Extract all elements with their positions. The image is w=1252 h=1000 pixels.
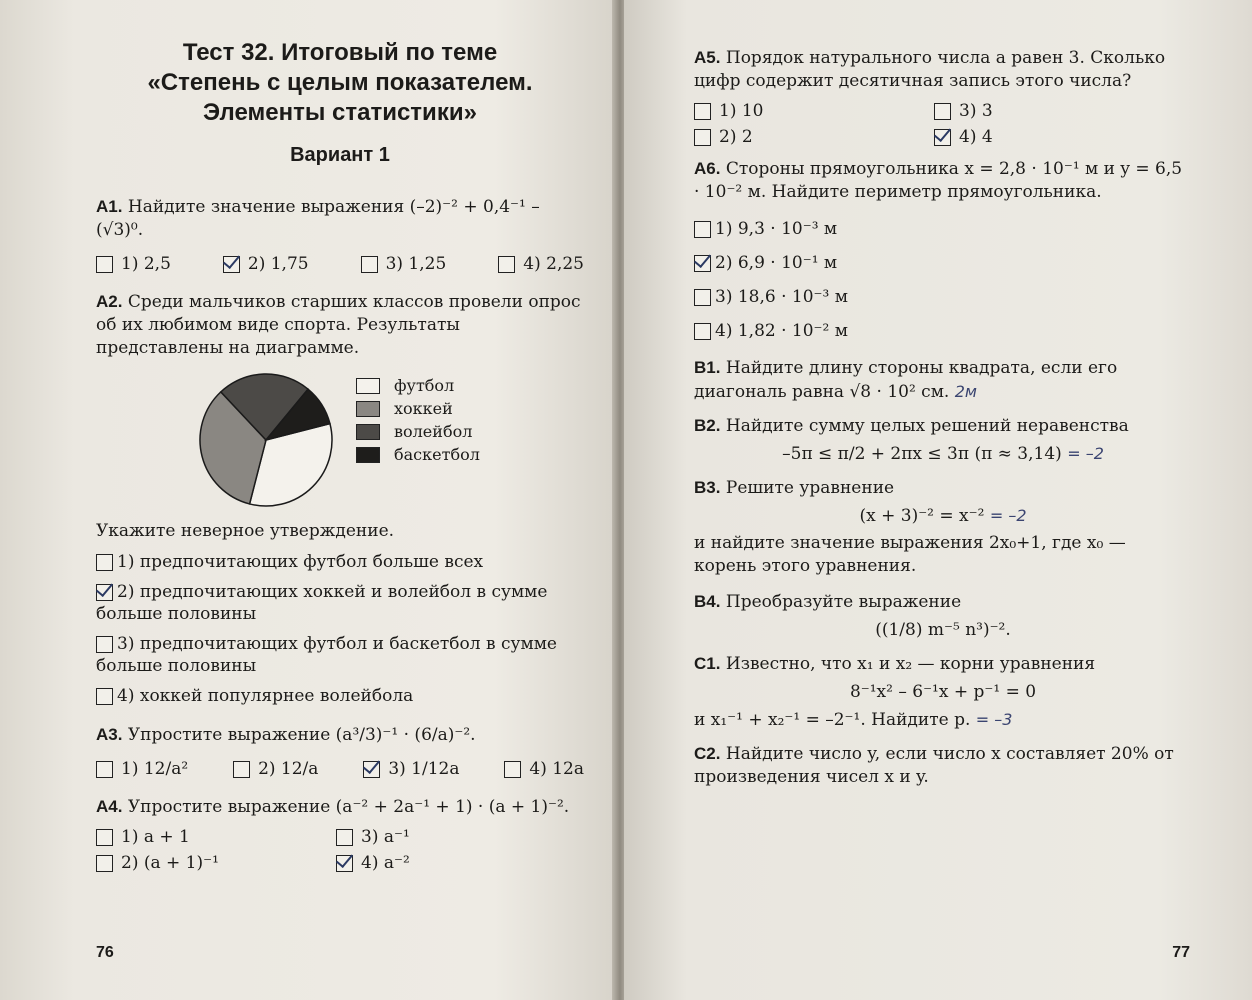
checkbox[interactable] (233, 761, 250, 778)
checkbox[interactable] (694, 129, 711, 146)
left-page (0, 0, 618, 1000)
question-a6: А6. Стороны прямоугольника x = 2,8 · 10⁻¹ м и y = 6,5 · 10⁻² м. Найдите периметр прямоугольника. (694, 159, 1183, 202)
a2-option-4[interactable]: 4) хоккей популярнее волейбола (96, 685, 584, 707)
handwritten-answer: = –2 (989, 506, 1027, 525)
c1-formula: 8⁻¹x² – 6⁻¹x + p⁻¹ = 0 (849, 682, 1037, 702)
checkbox[interactable] (96, 256, 113, 273)
a2-option-3[interactable]: 3) предпочитающих футбол и баскетбол в сумме больше половины (96, 634, 557, 676)
checkbox-checked[interactable] (694, 255, 711, 272)
checkbox[interactable] (498, 256, 515, 273)
b3-continuation: и найдите значение выражения 2x₀+1, где x₀ — корень этого уравнения. (694, 533, 1126, 576)
a1-option-1[interactable]: 1) 2,5 (96, 254, 171, 274)
question-b1: В1. Найдите длину стороны квадрата, если его диагональ равна √8 · 10² см. 2м (694, 358, 1118, 402)
checkbox-checked[interactable] (223, 256, 240, 273)
question-c1: С1. Известно, что x₁ и x₂ — корни уравнения (694, 654, 1096, 674)
page-number: 77 (1172, 944, 1190, 961)
right-page (624, 0, 1252, 1000)
a3-option-4[interactable]: 4) 12a (504, 759, 584, 779)
checkbox[interactable] (934, 103, 951, 120)
a2-options (96, 551, 584, 707)
a6-options (694, 212, 1192, 348)
checkbox-checked[interactable] (363, 761, 380, 778)
checkbox[interactable] (694, 323, 711, 340)
checkbox-checked[interactable] (336, 855, 353, 872)
checkbox[interactable] (96, 829, 113, 846)
b3-formula: (x + 3)⁻² = x⁻² = –2 (859, 506, 1027, 526)
handwritten-answer: = –3 (975, 710, 1013, 729)
checkbox-checked[interactable] (934, 129, 951, 146)
a6-option-1[interactable]: 1) 9,3 · 10⁻³ м (694, 212, 1192, 246)
legend-item-hockey: хоккей (356, 397, 480, 420)
question-a2: А2. Среди мальчиков старших классов провели опрос об их любимом виде спорта. Результаты представлены на диаграмме. (96, 292, 581, 358)
checkbox[interactable] (336, 829, 353, 846)
question-a5: А5. Порядок натурального числа a равен 3. Сколько цифр содержит десятичная запись этого числа? (694, 48, 1166, 91)
a6-option-4[interactable]: 4) 1,82 · 10⁻² м (694, 314, 1192, 348)
variant-heading: Вариант 1 (290, 144, 390, 166)
page-number: 76 (96, 944, 114, 961)
a5-option-2[interactable]: 2) 2 (694, 127, 934, 147)
a5-option-1[interactable]: 1) 10 (694, 101, 934, 121)
a3-option-3[interactable]: 3) 1/12a (363, 759, 459, 779)
a3-option-1[interactable]: 1) 12/a² (96, 759, 188, 779)
a4-option-4[interactable]: 4) a⁻² (336, 853, 516, 873)
checkbox[interactable] (694, 289, 711, 306)
pie-chart-area (196, 370, 584, 510)
a6-option-3[interactable]: 3) 18,6 · 10⁻³ м (694, 280, 1192, 314)
question-a3: А3. Упростите выражение (a³/3)⁻¹ · (6/a)⁻². (96, 725, 476, 745)
checkbox[interactable] (96, 855, 113, 872)
checkbox-checked[interactable] (96, 584, 113, 601)
test-title: Тест 32. Итоговый по теме «Степень с целым показателем. Элементы статистики» (147, 39, 533, 126)
a5-option-3[interactable]: 3) 3 (934, 101, 1114, 121)
checkbox[interactable] (96, 688, 113, 705)
b2-formula: –5π ≤ π/2 + 2πx ≤ 3π (π ≈ 3,14) = –2 (782, 444, 1104, 464)
legend-swatch (356, 401, 380, 417)
a1-option-4[interactable]: 4) 2,25 (498, 254, 584, 274)
checkbox[interactable] (96, 636, 113, 653)
a4-option-2[interactable]: 2) (a + 1)⁻¹ (96, 853, 336, 873)
legend-item-football: футбол (356, 374, 480, 397)
question-b2: В2. Найдите сумму целых решений неравенства (694, 416, 1129, 436)
b4-formula: ((1/8) m⁻⁵ n³)⁻². (875, 620, 1011, 640)
checkbox[interactable] (694, 103, 711, 120)
legend-swatch (356, 447, 380, 463)
checkbox[interactable] (694, 221, 711, 238)
question-b4: В4. Преобразуйте выражение (694, 592, 962, 612)
pie-legend (356, 374, 480, 466)
legend-swatch (356, 378, 380, 394)
a2-option-2[interactable]: 2) предпочитающих хоккей и волейбол в сумме больше половины (96, 582, 548, 624)
legend-swatch (356, 424, 380, 440)
legend-item-basketball: баскетбол (356, 443, 480, 466)
pie-chart (196, 370, 336, 510)
a2-prompt: Укажите неверное утверждение. (96, 521, 395, 541)
checkbox[interactable] (96, 554, 113, 571)
checkbox[interactable] (96, 761, 113, 778)
legend-item-volleyball: волейбол (356, 420, 480, 443)
handwritten-answer: 2м (954, 382, 977, 401)
a1-options (96, 254, 584, 274)
a4-option-1[interactable]: 1) a + 1 (96, 827, 336, 847)
checkbox[interactable] (504, 761, 521, 778)
a4-options (96, 827, 584, 873)
a6-option-2[interactable]: 2) 6,9 · 10⁻¹ м (694, 246, 1192, 280)
a2-option-1[interactable]: 1) предпочитающих футбол больше всех (96, 551, 584, 573)
question-a4: А4. Упростите выражение (a⁻² + 2a⁻¹ + 1) · (a + 1)⁻². (96, 797, 570, 817)
a1-option-2[interactable]: 2) 1,75 (223, 254, 309, 274)
question-c2: С2. Найдите число y, если число x составляет 20% от произведения чисел x и y. (694, 744, 1174, 787)
a3-options (96, 759, 584, 779)
question-b3: В3. Решите уравнение (694, 478, 895, 498)
question-a1: А1. Найдите значение выражения (–2)⁻² + 0,4⁻¹ – (√3)⁰. (96, 197, 540, 240)
c1-continuation: и x₁⁻¹ + x₂⁻¹ = –2⁻¹. Найдите p. = –3 (694, 710, 1013, 730)
a4-option-3[interactable]: 3) a⁻¹ (336, 827, 516, 847)
a3-option-2[interactable]: 2) 12/a (233, 759, 318, 779)
a5-option-4[interactable]: 4) 4 (934, 127, 1114, 147)
a5-options (694, 101, 1192, 147)
a1-option-3[interactable]: 3) 1,25 (361, 254, 447, 274)
handwritten-answer: = –2 (1067, 444, 1104, 463)
checkbox[interactable] (361, 256, 378, 273)
